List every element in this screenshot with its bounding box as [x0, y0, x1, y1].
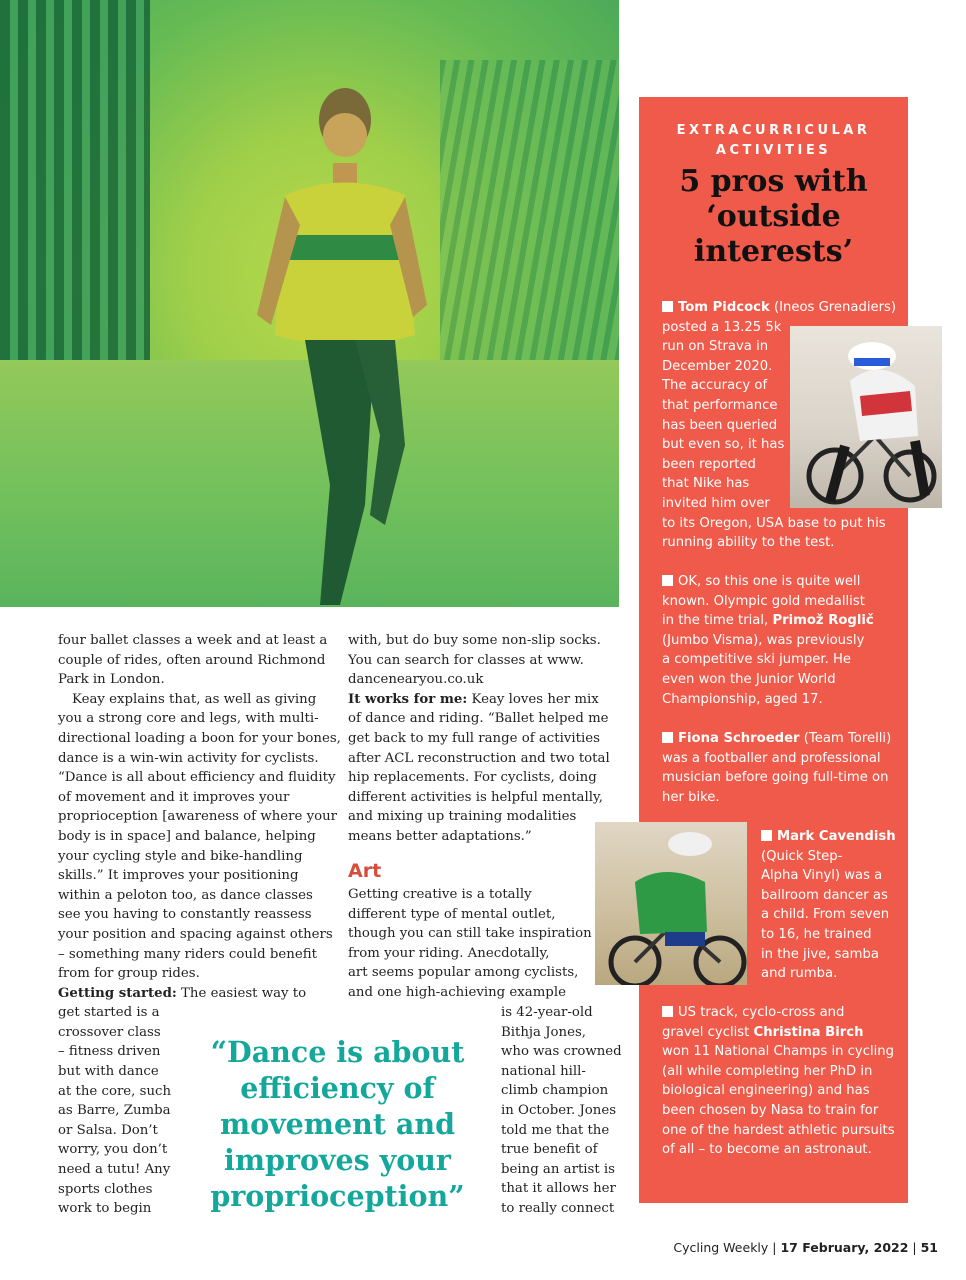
- section-heading-art: Art: [348, 860, 382, 882]
- bullet-square-icon: [662, 575, 673, 586]
- sidebar-kicker: EXTRACURRICULAR ACTIVITIES: [676, 123, 871, 158]
- sidebar-item-schroeder: Fiona Schroeder (Team Torelli) was a footballer and professional musician before going full-time on her bike.: [662, 731, 892, 805]
- sidebar-title: 5 pros with ‘outside interests’: [679, 164, 868, 269]
- bullet-square-icon: [662, 1006, 673, 1017]
- bullet-square-icon: [761, 830, 772, 841]
- body-column-1: four ballet classes a week and at least a couple of rides, often around Richmond Park in London. Keay explains that, as well as giving you a strong core and legs, with multi- directional loading a boon for your bones, dance is a win-win activity for cyclists. “Dance is all about efficiency and fluidity of movement and it improves your proprioception [awareness of where your body is in space] and balance, helping your cycling style and bike-handling skills.” It improves your positioning within a peloton too, as dance classes see you having to constantly reassess your position and spacing against others – something many riders could benefit from for group rides. Getting started: The easiest way to get started is a crossover class – fitness driven but with dance at the core, such as Barre, Zumba or Salsa. Don’t worry, you don’t need a tutu! Any sports clothes work to begin: [58, 633, 341, 1217]
- runner-figure: [245, 85, 435, 605]
- sidebar-item-birch: US track, cyclo-cross and gravel cyclist Christina Birch won 11 National Champs in cycling (all while completing her PhD in biological engineering) and has been chosen by Nasa to train for one of the hardest athletic pursuits of all – to become an astronaut.: [662, 1005, 895, 1158]
- page-footer: Cycling Weekly | 17 February, 2022 | 51: [673, 1240, 938, 1255]
- works-for-me-label: It works for me:: [348, 691, 468, 707]
- sidebar-item-cavendish: Mark Cavendish (Quick Step- Alpha Vinyl) was a ballroom dancer as a child. From seven to 16, he trained in the jive, samba and rumba.: [761, 829, 896, 982]
- issue-date: 17 February, 2022: [780, 1240, 909, 1255]
- pro-name: Fiona Schroeder: [678, 731, 800, 746]
- bullet-square-icon: [662, 732, 673, 743]
- getting-started-label: Getting started:: [58, 985, 177, 1001]
- art-paragraph-continued: is 42-year-old Bithja Jones, who was crowned national hill- climb champion in October. Jones told me that the true benefit of being an artist is that it allows her to really connect: [501, 1005, 622, 1216]
- pro-name: Christina Birch: [753, 1024, 864, 1040]
- body-column-2: with, but do buy some non-slip socks. You can search for classes at www. dancenearyou.co.uk It works for me: Keay loves her mix of dance and riding. “Ballet helped me get back to my full range of activities after ACL reconstruction and two total hip replacements. For cyclists, doing different activities is helpful mentally, and mixing up training modalities means better adaptations.”: [348, 633, 610, 844]
- pull-quote: “Dance is about efficiency of movement and improves your proprioception”: [210, 1035, 465, 1213]
- hero-photo-runner: [0, 0, 619, 607]
- pro-name: Mark Cavendish: [777, 829, 896, 844]
- hero-background-structure: [440, 60, 619, 360]
- sidebar-item-roglic: OK, so this one is quite well known. Olympic gold medallist in the time trial, Primož Roglič (Jumbo Visma), was previously a competitive ski jumper. He even won the Junior World Championship, aged 17.: [662, 574, 874, 707]
- pro-name: Primož Roglič: [772, 613, 874, 629]
- magazine-name: Cycling Weekly: [673, 1240, 769, 1255]
- pro-name: Tom Pidcock: [678, 300, 770, 315]
- page-number: 51: [920, 1240, 938, 1255]
- bullet-square-icon: [662, 301, 673, 312]
- photo-tom-pidcock: [790, 326, 942, 508]
- sidebar-item-pidcock: Tom Pidcock (Ineos Grenadiers) posted a 13.25 5k run on Strava in December 2020. The accuracy of that performance has been queried but even so, it has been reported that Nike has invited him over to its Oregon, USA base to put his running ability to the test.: [662, 300, 897, 551]
- art-paragraph: Getting creative is a totally different type of mental outlet, though you can still take inspiration from your riding. Anecdotally, art seems popular among cyclists, and one high-achieving example: [348, 887, 592, 1000]
